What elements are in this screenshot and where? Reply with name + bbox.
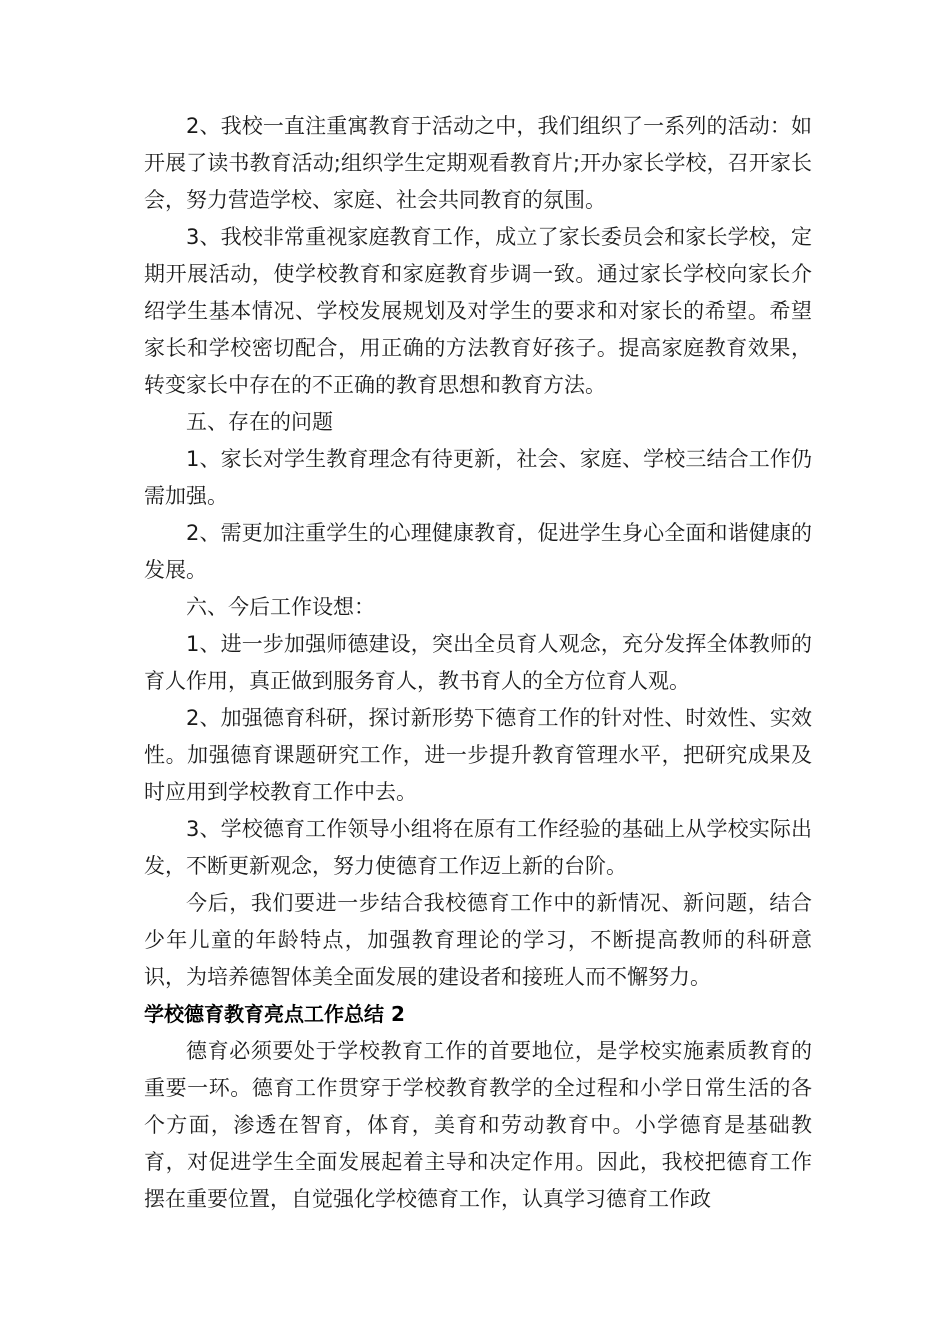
paragraph-problem-1: 1、家长对学生教育理念有待更新，社会、家庭、学校三结合工作仍需加强。 — [144, 447, 812, 508]
paragraph-intro-2: 德育必须要处于学校教育工作的首要地位，是学校实施素质教育的重要一环。德育工作贯穿于学校教育教学的全过程和小学日常生活的各个方面，渗透在智育，体育，美育和劳动教育中。小学德育是基础教育，对促进学生全面发展起着主导和决定作用。因此，我校把德育工作摆在重要位置，自觉强化学校德育工作，认真学习德育工作政 — [144, 1039, 812, 1211]
paragraph-plan-1: 1、进一步加强师德建设，突出全员育人观念，充分发挥全体教师的育人作用，真正做到服务育人，教书育人的全方位育人观。 — [144, 632, 812, 693]
paragraph-conclusion: 今后，我们要进一步结合我校德育工作中的新情况、新问题，结合少年儿童的年龄特点，加强教育理论的学习，不断提高教师的科研意识，为培养德智体美全面发展的建设者和接班人而不懈努力。 — [144, 891, 812, 989]
document-page — [144, 108, 812, 1218]
paragraph-family-education: 3、我校非常重视家庭教育工作，成立了家长委员会和家长学校，定期开展活动，使学校教育和家庭教育步调一致。通过家长学校向家长介绍学生基本情况、学校发展规划及对学生的要求和对家长的希望。希望家长和学校密切配合，用正确的方法教育好孩子。提高家庭教育效果，转变家长中存在的不正确的教育思想和教育方法。 — [144, 225, 812, 397]
paragraph-activities: 2、我校一直注重寓教育于活动之中，我们组织了一系列的活动：如开展了读书教育活动;组织学生定期观看教育片;开办家长学校，召开家长会，努力营造学校、家庭、社会共同教育的氛围。 — [144, 114, 812, 212]
paragraph-plan-3: 3、学校德育工作领导小组将在原有工作经验的基础上从学校实际出发，不断更新观念，努力使德育工作迈上新的台阶。 — [144, 817, 812, 878]
paragraph-problem-2: 2、需更加注重学生的心理健康教育，促进学生身心全面和谐健康的发展。 — [144, 521, 812, 582]
subheading-problems: 五、存在的问题 — [186, 410, 333, 434]
section-title: 学校德育教育亮点工作总结 2 — [144, 1002, 405, 1026]
paragraph-plan-2: 2、加强德育科研，探讨新形势下德育工作的针对性、时效性、实效性。加强德育课题研究工作，进一步提升教育管理水平，把研究成果及时应用到学校教育工作中去。 — [144, 706, 812, 804]
subheading-future-plans: 六、今后工作设想： — [186, 595, 375, 619]
